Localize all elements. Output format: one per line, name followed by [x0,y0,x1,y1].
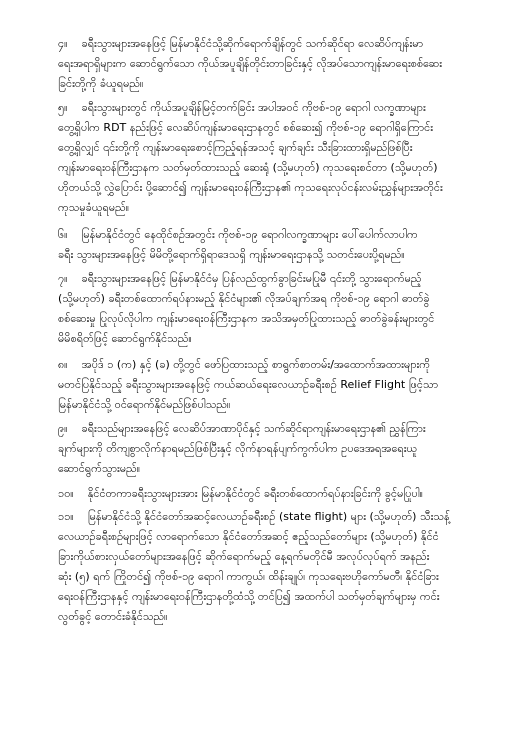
paragraph-line [58,419,478,439]
line-text: ခရီးသွားများတွင် ကိုယ်အပူချိန်မြင့်တက်ခြင်း အပါအဝင် ကိုဗစ်-၁၉ ရောဂါ လက္ခဏာများ [81,101,426,114]
paragraph-number: ၈။ [58,358,68,371]
line-text: မတင်ပြနိုင်သည့် ခရီးသွားများအနေဖြင့် ကယ်ဆယ်ရေးလေယာဉ်ခရီးစဉ် Relief Flight ဖြင့်သာ [58,378,439,391]
line-text: လွတ်ခွင့် တောင်းခံနိုင်သည်။ [58,610,168,623]
line-text: တွေ့ရှိလျှင် ၎င်းတို့ကို ကျန်းမာရေးစောင့်ကြည့်ရန်အသင့် ချက်ချင်း သီးခြားထားရှိမည်ဖြစ်ပြီး [58,141,413,154]
line-text: ခရီးသည်များအနေဖြင့် လေဆိပ်အာဏာပိုင်နှင့် သက်ဆိုင်ရာကျန်းမာရေးဌာန၏ ညွှန်ကြား [81,422,426,435]
line-text: ရေးဝန်ကြီးဌာနနှင့် ကျန်းမာရေးဝန်ကြီးဌာနတို့ထံသို့ တင်ပြ၍ အထက်ပါ သတ်မှတ်ချက်များမှ ကင်း [58,590,440,603]
paragraph-line [58,507,478,527]
paragraph-line [58,269,478,289]
line-text: အပိုဒ် ၁ (က) နှင့် (ခ) တို့တွင် ဖော်ပြထားသည့် စာရွက်စာတမ်း/အထောက်အထားများကို [81,358,431,371]
paragraph-10 [58,484,478,504]
paragraph-line [58,355,478,375]
line-text: ရေးအရာရှိများက ဆောင်ရွက်သော ကိုယ်အပူချိန်တိုင်းတာခြင်းနှင့် လိုအပ်သောကျန်းမာရေးစစ်ဆေး [58,57,443,70]
paragraph-line [58,98,478,118]
paragraph-9 [58,419,478,479]
line-text: ဆုံး (၅) ရက် ကြိုတင်၍ ကိုဗစ်-၁၉ ရောဂါ ကာကွယ်၊ ထိန်းချုပ်၊ ကုသရေးဗဟိုကော်မတီ၊ နိုင်ငံခြား [58,570,439,583]
line-text: စစ်ဆေးမှု ပြုလုပ်လိုပါက ကျန်းမာရေးဝန်ကြီးဌာနက အသိအမှတ်ပြုထားသည့် ဓာတ်ခွဲခန်းများတွင် [58,312,435,325]
line-text: (သို့မဟုတ်) ခရီးတစ်ထောက်ရပ်နားမည့် နိုင်ငံများ၏ လိုအပ်ချက်အရ ကိုဗစ်-၁၉ ရောဂါ ဓာတ်ခွဲ [58,292,430,305]
paragraph-line [58,34,478,54]
line-text: ခြင်းတို့ကို ခံယူရမည်။ [58,77,144,90]
line-text: နိုင်ငံတကာခရီးသွားများအား မြန်မာနိုင်ငံတွင် ခရီးတစ်ထောက်ရပ်နားခြင်းကို ခွင့်မပြုပါ။ [87,487,423,500]
line-text: တွေ့ရှိပါက RDT နည်းဖြင့် လေဆိပ်ကျန်းမာရေးဌာနတွင် စစ်ဆေး၍ ကိုဗစ်-၁၉ ရောဂါရှိကြောင်း [58,121,433,134]
paragraph-6 [58,225,478,265]
line-text: ကျန်းမာရေးဝန်ကြီးဌာနက သတ်မှတ်ထားသည့် ဆေးရုံ (သို့မဟုတ်) ကုသရေးစင်တာ (သို့မဟုတ်) [58,161,438,174]
line-text: ချက်များကို တိကျစွာလိုက်နာရမည်ဖြစ်ပြီးနှင့် လိုက်နာရန်ပျက်ကွက်ပါက ဥပဒေအရအရေးယူ [58,442,418,455]
paragraph-5 [58,98,478,218]
paragraph-line [58,484,478,504]
line-text: ခြားကိုယ်စားလှယ်တော်များအနေဖြင့် ဆိုက်ရောက်မည့် နေ့ရက်မတိုင်မီ အလုပ်လုပ်ရက် အနည်း [58,550,430,563]
paragraph-11 [58,507,478,627]
line-text: မိမိစရိတ်ဖြင့် ဆောင်ရွက်နိုင်သည်။ [58,332,192,345]
line-text: ကုသမှုခံယူရမည်။ [58,201,130,214]
line-text: လေယာဉ်ခရီးစဉ်များဖြင့် လာရောက်သော နိုင်ငံတော်အဆင့် ဧည့်သည်တော်များ (သို့မဟုတ်) နိုင်ငံ [58,530,439,543]
line-text: ဟိုတယ်သို့ လွှဲပြောင်း ပို့ဆောင်၍ ကျန်းမာရေးဝန်ကြီးဌာန၏ ကုသရေးလုပ်ငန်းလမ်းညွှန်များအတိုင်း [58,181,443,194]
paragraph-4 [58,34,478,94]
line-text: မြန်မာနိုင်ငံသို့ ဝင်ရောက်နိုင်မည်ဖြစ်ပါသည်။ [58,398,231,411]
line-text: ခရီး သွားများအနေဖြင့် မိမိတို့ရောက်ရှိရာဒေသရှိ ကျန်းမာရေးဌာနသို့ သတင်းပေးပို့ရမည်။ [58,248,405,261]
paragraph-number: ၆။ [58,228,68,241]
paragraph-number: ၁၀။ [58,487,74,500]
line-text: ခရီးသွားများအနေဖြင့် မြန်မာနိုင်ငံသို့ဆိုက်ရောက်ချိန်တွင် သက်ဆိုင်ရာ လေဆိပ်ကျန်းမာ [81,37,424,50]
line-text: မြန်မာနိုင်ငံသို့ နိုင်ငံတော်အဆင့်လေယာဉ်ခရီးစဉ် (state flight) များ (သို့မဟုတ်) သီးသန့် [87,510,450,523]
line-text: မြန်မာနိုင်ငံတွင် နေထိုင်စဉ်အတွင်း ကိုဗစ်-၁၉ ရောဂါလက္ခဏာများ ပေါ်ပေါက်လာပါက [81,228,418,241]
paragraph-8 [58,355,478,415]
paragraph-number: ၁၁။ [58,510,74,523]
paragraph-number: ၅။ [58,101,68,114]
paragraph-number: ၄။ [58,37,68,50]
paragraph-7 [58,269,478,349]
paragraph-line [58,225,478,245]
paragraph-number: ၇။ [58,272,68,285]
line-text: ခရီးသွားများအနေဖြင့် မြန်မာနိုင်ငံမှ ပြန်လည်ထွက်ခွာခြင်းမပြုမီ ၎င်းတို့ သွားရောက်မည့် [81,272,422,285]
paragraph-number: ၉။ [58,422,68,435]
line-text: ဆောင်ရွက်သွားမည်။ [58,462,141,475]
